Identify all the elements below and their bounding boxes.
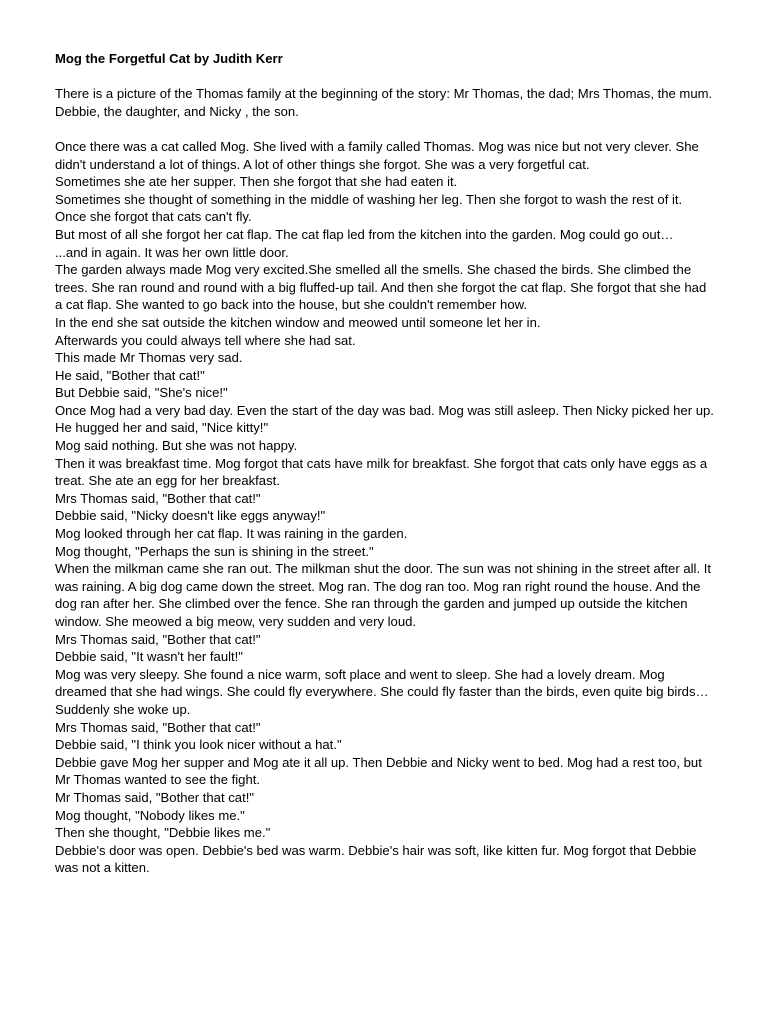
story-paragraph: Then it was breakfast time. Mog forgot that cats have milk for breakfast. She forgot that cats only have eggs as a treat. She ate an egg for her breakfast. (55, 455, 708, 489)
story-paragraph: Mog looked through her cat flap. It was raining in the garden. (55, 526, 408, 542)
intro-paragraph: There is a picture of the Thomas family at the beginning of the story: Mr Thomas, the dad; Mrs Thomas, the mum. Debbie, the daughter, and Nicky , the son. (55, 86, 713, 119)
story-paragraph: He hugged her and said, "Nice kitty!" (55, 420, 269, 436)
document-page (55, 50, 715, 877)
story-paragraph: Debbie said, "It wasn't her fault!" (55, 649, 243, 665)
document-title: Mog the Forgetful Cat by Judith Kerr (55, 51, 283, 66)
story-paragraph: ...and in again. It was her own little door. (55, 244, 289, 260)
story-paragraph: Once Mog had a very bad day. Even the start of the day was bad. Mog was still asleep. Then Nicky picked her up. (55, 402, 714, 418)
story-paragraph: The garden always made Mog very excited.She smelled all the smells. She chased the birds. She climbed the trees. She ran round and round with a big fluffed-up tail. And then she forgot the cat flap. She forgot that she had a cat flap. She wanted to go back into the house, but she couldn't remember how. (55, 262, 707, 313)
story-paragraph: Mrs Thomas said, "Bother that cat!" (55, 490, 261, 506)
story-paragraph: In the end she sat outside the kitchen window and meowed until someone let her in. (55, 314, 541, 330)
story-paragraph: Sometimes she thought of something in the middle of washing her leg. Then she forgot to wash the rest of it. (55, 191, 683, 207)
story-paragraph: Then she thought, "Debbie likes me." (55, 825, 271, 841)
story-paragraph: Once she forgot that cats can't fly. (55, 209, 252, 225)
story-paragraph: Afterwards you could always tell where she had sat. (55, 332, 356, 348)
story-paragraph: Mog was very sleepy. She found a nice warm, soft place and went to sleep. She had a lovely dream. Mog dreamed that she had wings. She could fly everywhere. She could fly faster than the birds, even quite big birds… Suddenly she woke up. (55, 666, 709, 717)
story-paragraph: Mr Thomas said, "Bother that cat!" (55, 789, 254, 805)
story-paragraph: Mog thought, "Nobody likes me." (55, 807, 245, 823)
story-paragraph: Debbie said, "Nicky doesn't like eggs anyway!" (55, 508, 326, 524)
story-paragraph: When the milkman came she ran out. The milkman shut the door. The sun was not shining in the street after all. It was raining. A big dog came down the street. Mog ran. The dog ran too. Mog ran right round the house. And the dog ran after her. She climbed over the fence. She ran through the garden and jumped up outside the kitchen window. She meowed a big meow, very sudden and very loud. (55, 561, 711, 629)
story-paragraph: Mrs Thomas said, "Bother that cat!" (55, 631, 261, 647)
story-text (55, 138, 715, 877)
story-paragraph: This made Mr Thomas very sad. (55, 350, 243, 366)
story-paragraph: Debbie said, "I think you look nicer without a hat." (55, 737, 342, 753)
story-paragraph: Once there was a cat called Mog. She lived with a family called Thomas. Mog was nice but not very clever. She didn't understand a lot of things. A lot of other things she forgot. She was a very forgetful cat. (55, 138, 699, 172)
story-paragraph: But most of all she forgot her cat flap. The cat flap led from the kitchen into the garden. Mog could go out… (55, 226, 674, 242)
story-paragraph: Mrs Thomas said, "Bother that cat!" (55, 719, 261, 735)
story-paragraph: Mog said nothing. But she was not happy. (55, 438, 298, 454)
story-paragraph: Sometimes she ate her supper. Then she forgot that she had eaten it. (55, 174, 458, 190)
story-paragraph: Debbie gave Mog her supper and Mog ate it all up. Then Debbie and Nicky went to bed. Mog had a rest too, but Mr Thomas wanted to see the fight. (55, 754, 702, 788)
story-paragraph: Mog thought, "Perhaps the sun is shining in the street." (55, 543, 374, 559)
story-paragraph: He said, "Bother that cat!" (55, 367, 205, 383)
story-paragraph: But Debbie said, "She's nice!" (55, 385, 228, 401)
story-paragraph: Debbie's door was open. Debbie's bed was warm. Debbie's hair was soft, like kitten fur. Mog forgot that Debbie was not a kitten. (55, 842, 697, 876)
